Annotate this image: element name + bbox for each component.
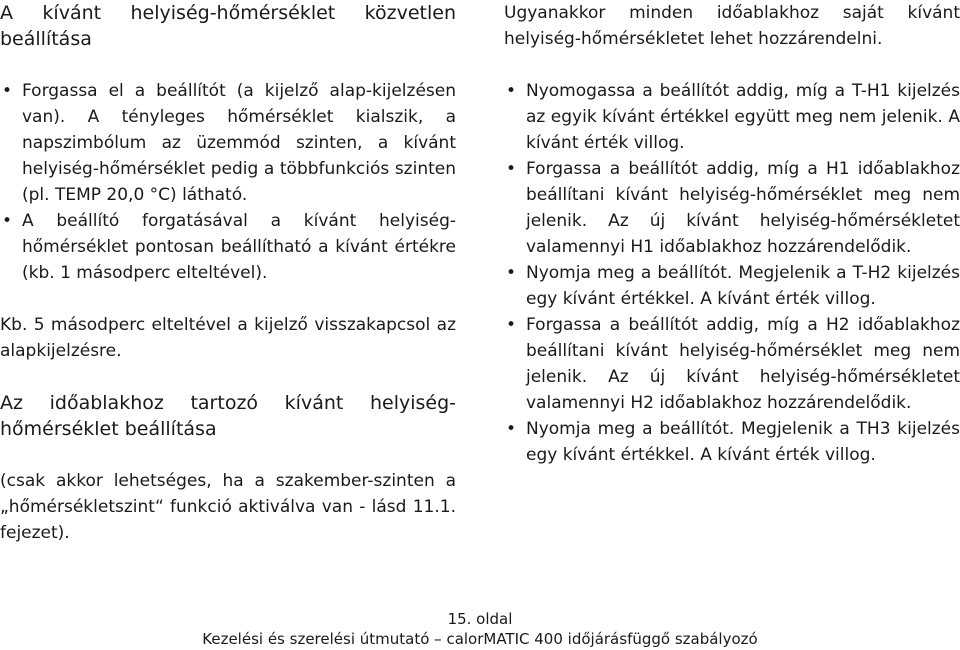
instruction-list-direct	[0, 78, 456, 286]
section-heading-direct-setting: A kívánt helyiség-hőmérséklet közvetlen beállítása	[0, 2, 456, 50]
instruction-item: • Nyomja meg a beállítót. Megjelenik a T-H2 kijelzés egy kívánt értékkel. A kívánt érték villog.	[504, 260, 960, 312]
right-column	[504, 0, 960, 468]
page-number: 15. oldal	[447, 610, 513, 628]
left-column	[0, 0, 456, 546]
instruction-item: • Nyomja meg a beállítót. Megjelenik a TH3 kijelzés egy kívánt értékkel. A kívánt érték villog.	[504, 416, 960, 468]
instruction-item: • A beállító forgatásával a kívánt helyiség-hőmérséklet pontosan beállítható a kívánt értékre (kb. 1 másodperc elteltével).	[0, 208, 456, 286]
intro-paragraph: Ugyanakkor minden időablakhoz saját kívánt helyiség-hőmérsékletet lehet hozzárendelni.	[504, 3, 960, 49]
instruction-item: • Nyomogassa a beállítót addig, míg a T-H1 kijelzés az egyik kívánt értékkel együtt meg nem jelenik. A kívánt érték villog.	[504, 78, 960, 156]
document-title: Kezelési és szerelési útmutató – calorMATIC 400 időjárásfüggő szabályozó	[202, 630, 758, 648]
instruction-item: • Forgassa a beállítót addig, míg a H1 időablakhoz beállítani kívánt helyiség-hőmérséklet meg nem jelenik. Az új kívánt helyiség-hőmérsékletet valamennyi H1 időablakhoz hozzárendelődik.	[504, 156, 960, 260]
instruction-item: • Forgassa a beállítót addig, míg a H2 időablakhoz beállítani kívánt helyiség-hőmérséklet meg nem jelenik. Az új kívánt helyiség-hőmérsékletet valamennyi H2 időablakhoz hozzárendelődik.	[504, 312, 960, 416]
section-heading-time-window: Az időablakhoz tartozó kívánt helyiség-hőmérséklet beállítása	[0, 392, 456, 440]
instruction-item: • Forgassa el a beállítót (a kijelző alap-kijelzésen van). A tényleges hőmérséklet kialszik, a napszimbólum az üzemmód szinten, a kívánt helyiség-hőmérséklet pedig a többfunkciós szinten (pl. TEMP 20,0 °C) látható.	[0, 78, 456, 208]
instruction-list-time-window	[504, 78, 960, 468]
timeout-note: Kb. 5 másodperc elteltével a kijelző visszakapcsol az alapkijelzésre.	[0, 315, 456, 361]
availability-note: (csak akkor lehetséges, ha a szakember-szinten a „hőmérsékletszint“ funkció aktiválva van - lásd 11.1. fejezet).	[0, 471, 456, 543]
